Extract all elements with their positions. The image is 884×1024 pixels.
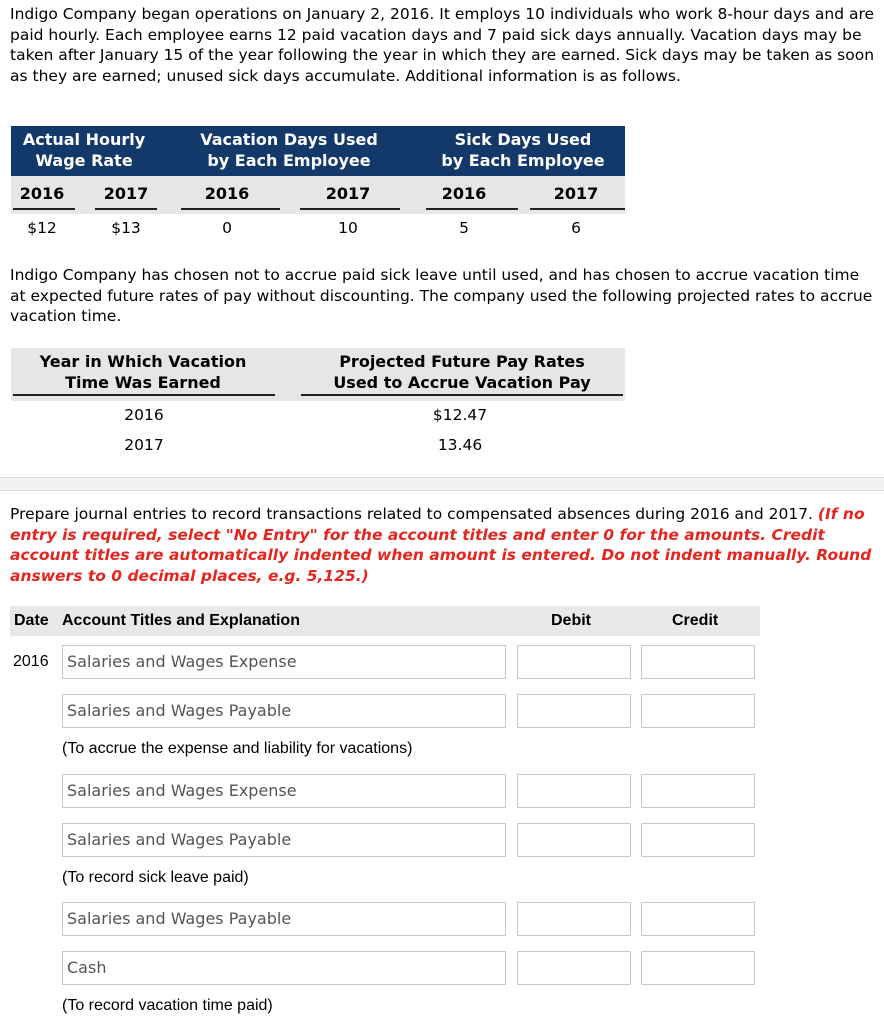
table2-header <box>11 348 625 401</box>
credit-input[interactable] <box>641 645 755 679</box>
table-cell: 6 <box>571 219 581 237</box>
year-earned-header: Year in Which Vacation Time Was Earned <box>39 352 247 392</box>
table1-header <box>11 126 625 176</box>
year-label: 2016 <box>204 184 250 203</box>
account-title-input[interactable]: Salaries and Wages Expense <box>62 645 506 679</box>
underline <box>13 394 275 396</box>
debit-input[interactable] <box>517 823 631 857</box>
debit-input[interactable] <box>517 645 631 679</box>
account-column-header: Account Titles and Explanation <box>62 612 300 629</box>
instructions <box>10 504 876 586</box>
account-title-input[interactable]: Salaries and Wages Payable <box>62 694 506 728</box>
entry-date: 2016 <box>13 653 49 670</box>
table-cell: 10 <box>338 219 358 237</box>
underline <box>301 394 623 396</box>
policy-text: Indigo Company has chosen not to accrue paid sick leave until used, and has chosen to accrue vacation time at expected future rates of pay without discounting. The company used the following projected rates to accrue vacation time. <box>10 266 873 325</box>
year-label: 2016 <box>19 184 65 203</box>
instructions-main: Prepare journal entries to record transactions related to compensated absences during 2016 and 2017. <box>10 505 813 523</box>
debit-input[interactable] <box>517 951 631 985</box>
credit-input[interactable] <box>641 902 755 936</box>
debit-input[interactable] <box>517 774 631 808</box>
year-label: 2017 <box>553 184 599 203</box>
underline <box>426 208 518 210</box>
entry-explanation: (To record vacation time paid) <box>62 997 273 1014</box>
date-column-header: Date <box>14 612 49 629</box>
account-title-input[interactable]: Cash <box>62 951 506 985</box>
sick-days-header: Sick Days Used by Each Employee <box>441 130 605 170</box>
table-cell: $12.47 <box>432 406 488 424</box>
underline <box>300 208 400 210</box>
table-cell: $12 <box>27 219 57 237</box>
underline <box>13 208 75 210</box>
account-title-input[interactable]: Salaries and Wages Expense <box>62 774 506 808</box>
pay-rates-header: Projected Future Pay Rates Used to Accrue Vacation Pay <box>333 352 591 392</box>
wage-rate-header: Actual Hourly Wage Rate <box>22 130 146 170</box>
debit-input[interactable] <box>517 694 631 728</box>
underline <box>95 208 157 210</box>
underline <box>530 208 625 210</box>
entry-explanation: (To accrue the expense and liability for vacations) <box>62 740 413 757</box>
table-cell: 5 <box>459 219 469 237</box>
section-divider <box>0 477 884 491</box>
debit-column-header: Debit <box>551 612 591 629</box>
table-cell: $13 <box>111 219 141 237</box>
account-title-input[interactable]: Salaries and Wages Payable <box>62 823 506 857</box>
underline <box>181 208 280 210</box>
table1-value-row <box>11 214 625 244</box>
account-title-input[interactable]: Salaries and Wages Payable <box>62 902 506 936</box>
vacation-days-header: Vacation Days Used by Each Employee <box>200 130 378 170</box>
table1-year-row <box>11 176 625 214</box>
year-label: 2016 <box>441 184 487 203</box>
year-label: 2017 <box>325 184 371 203</box>
credit-input[interactable] <box>641 774 755 808</box>
credit-input[interactable] <box>641 823 755 857</box>
debit-input[interactable] <box>517 902 631 936</box>
credit-input[interactable] <box>641 951 755 985</box>
table-cell: 0 <box>222 219 232 237</box>
entry-explanation: (To record sick leave paid) <box>62 869 249 886</box>
table-cell: 2017 <box>124 436 164 454</box>
journal-header <box>10 606 760 636</box>
intro-text: Indigo Company began operations on January 2, 2016. It employs 10 individuals who work 8-hour days and are paid hourly. Each employee earns 12 paid vacation days and 7 paid sick days annually. Vacation days may be taken after January 15 of the year following the year in which they are earned. Sick days may be taken as soon as they are earned; unused sick days accumulate. Additional information is as follows. <box>10 5 875 85</box>
credit-input[interactable] <box>641 694 755 728</box>
table-cell: 2016 <box>124 406 164 424</box>
table-cell: 13.46 <box>437 436 483 454</box>
year-label: 2017 <box>103 184 149 203</box>
instructions-note: (If no entry is required, select "No Entry" for the account titles and enter 0 for the amounts. Credit account titles are automatically indented when amount is entered. Do not indent manually. Round answers to 0 decimal places, e.g. 5,125.) <box>10 505 872 585</box>
credit-column-header: Credit <box>672 612 719 629</box>
